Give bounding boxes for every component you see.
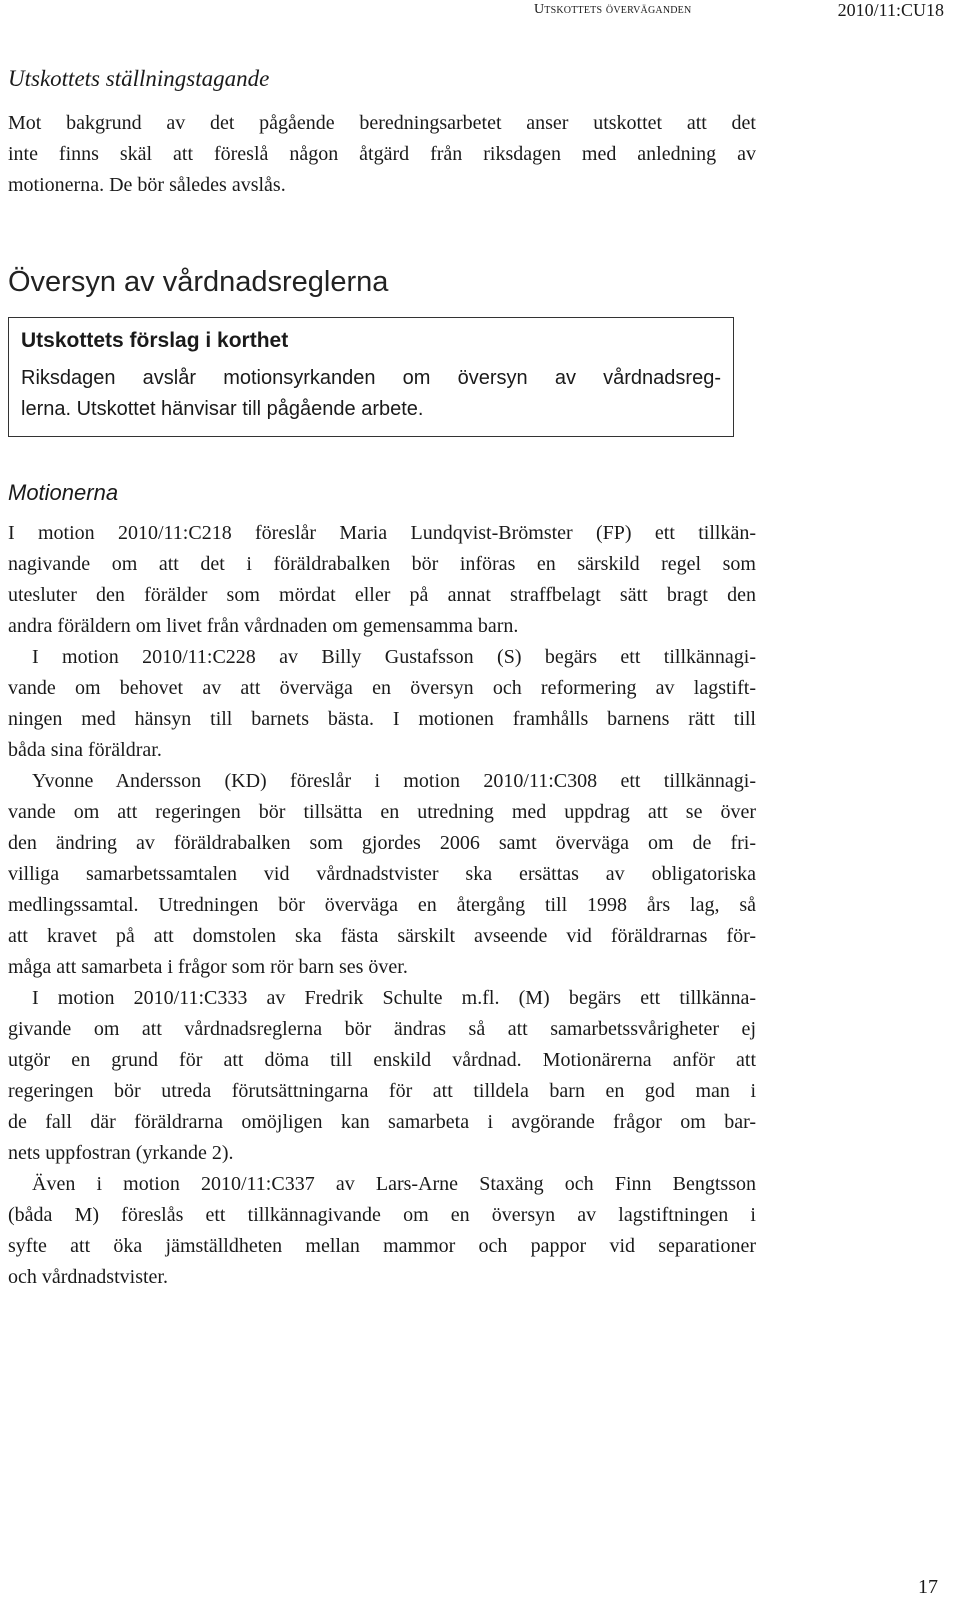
text-line: I motion 2010/11:C218 föreslår Maria Lundqvist-Brömster (FP) ett tillkän- — [8, 522, 756, 544]
subheading-utskottets-stallningstagande: Utskottets ställningstagande — [8, 66, 270, 91]
text-line: Yvonne Andersson (KD) föreslår i motion 2010/11:C308 ett tillkännagi- — [32, 770, 756, 792]
text-line: nets uppfostran (yrkande 2). — [8, 1142, 234, 1164]
text-line: att kravet på att domstolen ska fästa särskilt avseende vid föräldrarnas för- — [8, 925, 756, 947]
text-line: syfte att öka jämställdheten mellan mammor och pappor vid separationer — [8, 1235, 756, 1257]
paragraph-motion-c337 — [8, 1169, 756, 1293]
text-line: vande om att regeringen bör tillsätta en utredning med uppdrag att se över — [8, 801, 756, 823]
page-number: 17 — [918, 1576, 938, 1598]
paragraph-motion-c308 — [8, 766, 756, 983]
paragraph-stallningstagande — [8, 108, 756, 201]
text-line: regeringen bör utreda förutsättningarna för att tilldela barn en god man i — [8, 1080, 756, 1102]
text-line: ningen med hänsyn till barnets bästa. I motionen framhålls barnens rätt till — [8, 708, 756, 730]
text-line: lerna. Utskottet hänvisar till pågående arbete. — [21, 398, 424, 420]
text-line: båda sina föräldrar. — [8, 739, 162, 761]
subheading-motionerna: Motionerna — [8, 480, 119, 505]
summary-box-title: Utskottets förslag i korthet — [21, 329, 289, 352]
document-id: 2010/11:CU18 — [837, 0, 944, 20]
text-line: vande om behovet av att överväga en översyn och reformering av lagstift- — [8, 677, 756, 699]
text-line: andra föräldern om livet från vårdnaden om gemensamma barn. — [8, 615, 519, 637]
text-line: de fall där föräldrarna omöjligen kan samarbeta i avgörande frågor om bar- — [8, 1111, 756, 1133]
summary-box — [8, 317, 734, 437]
paragraph-motion-c218 — [8, 518, 756, 642]
text-line: Riksdagen avslår motionsyrkanden om översyn av vårdnadsreg- — [21, 367, 721, 389]
text-line: (båda M) föreslås ett tillkännagivande om en översyn av lagstiftningen i — [8, 1204, 756, 1226]
text-line: I motion 2010/11:C333 av Fredrik Schulte m.fl. (M) begärs ett tillkänna- — [32, 987, 756, 1009]
text-line: utesluter den förälder som mördat eller på annat straffbelagt sätt bragt den — [8, 584, 756, 606]
text-line: villiga samarbetssamtalen vid vårdnadstvister ska ersättas av obligatoriska — [8, 863, 756, 885]
text-line: nagivande om att det i föräldrabalken bör införas en särskild regel som — [8, 553, 756, 575]
text-line: motionerna. De bör således avslås. — [8, 174, 286, 196]
text-line: Även i motion 2010/11:C337 av Lars-Arne Staxäng och Finn Bengtsson — [32, 1173, 756, 1195]
summary-box-body — [21, 363, 721, 425]
text-line: inte finns skäl att föreslå någon åtgärd från riksdagen med anledning av — [8, 143, 756, 165]
paragraph-motion-c333 — [8, 983, 756, 1169]
text-line: den ändring av föräldrabalken som gjordes 2006 samt överväga om de fri- — [8, 832, 756, 854]
text-line: och vårdnadstvister. — [8, 1266, 168, 1288]
text-line: Mot bakgrund av det pågående beredningsarbetet anser utskottet att det — [8, 112, 756, 134]
running-header-title: Utskottets överväganden — [534, 2, 692, 17]
section-title: Översyn av vårdnadsreglerna — [8, 266, 389, 298]
text-line: måga att samarbeta i frågor som rör barn ses över. — [8, 956, 408, 978]
text-line: I motion 2010/11:C228 av Billy Gustafsson (S) begärs ett tillkännagi- — [32, 646, 756, 668]
text-line: medlingssamtal. Utredningen bör överväga en återgång till 1998 års lag, så — [8, 894, 756, 916]
text-line: givande om att vårdnadsreglerna bör ändras så att samarbetssvårigheter ej — [8, 1018, 756, 1040]
paragraph-motion-c228 — [8, 642, 756, 766]
text-line: utgör en grund för att döma till enskild vårdnad. Motionärerna anför att — [8, 1049, 756, 1071]
